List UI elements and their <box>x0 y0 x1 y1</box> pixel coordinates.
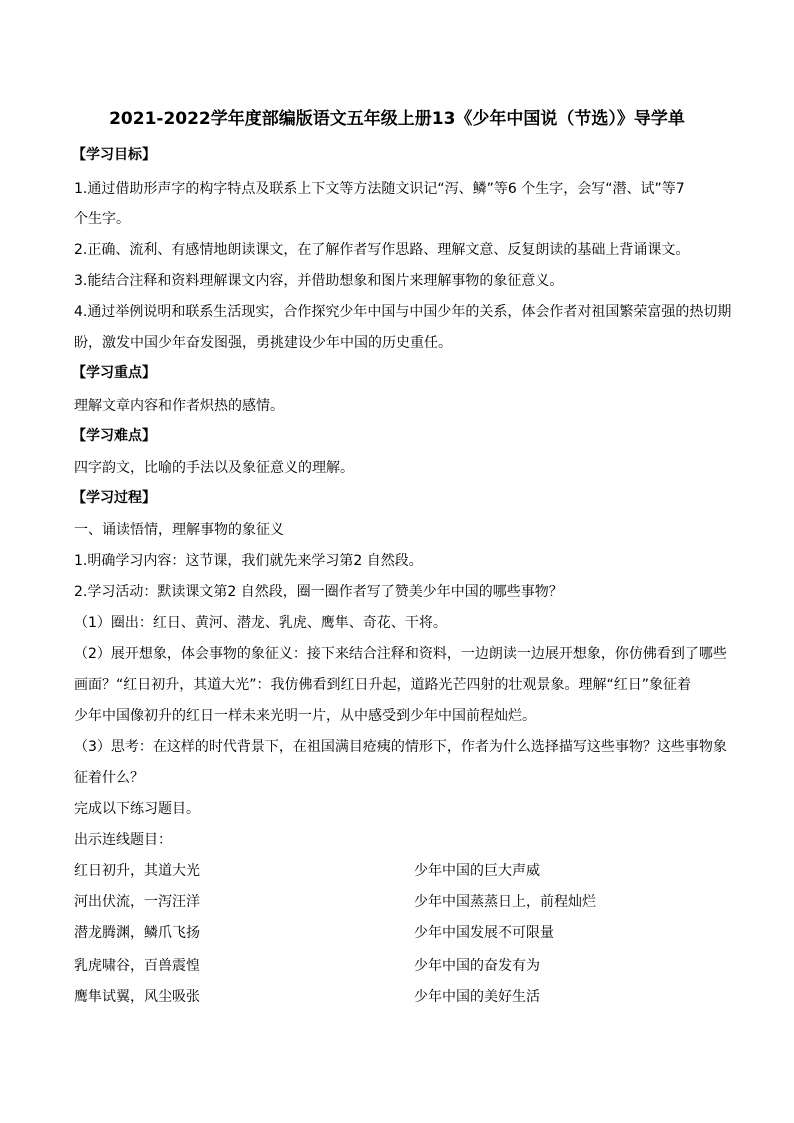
matching-left-item: 红日初升，其道大光 <box>74 863 200 879</box>
process-item-2: 2.学习活动：默读课文第2 自然段，圈一圈作者写了赞美少年中国的哪些事物？ <box>74 584 563 600</box>
key-points-heading: 【学习重点】 <box>72 365 156 381</box>
process-item-4-line-1: （2）展开想象，体会事物的象征义：接下来结合注释和资料，一边朗读一边展开想象，你仿佛看到了哪些 <box>74 646 727 662</box>
goal-2: 2.正确、流利、有感情地朗读课文，在了解作者写作思路、理解文意、反复朗读的基础上背诵课文。 <box>74 242 690 258</box>
key-points-text: 理解文章内容和作者炽热的感情。 <box>74 398 284 414</box>
matching-title: 出示连线题目： <box>74 832 172 848</box>
goal-4-line-2: 盼，激发中国少年奋发图强，勇挑建设少年中国的历史重任。 <box>74 335 452 351</box>
matching-left-item: 潜龙腾渊，鳞爪飞扬 <box>74 925 200 941</box>
matching-right-item: 少年中国的巨大声威 <box>414 863 540 879</box>
matching-left-item: 鹰隼试翼，风尘吸张 <box>74 989 200 1005</box>
matching-right-item: 少年中国蒸蒸日上，前程灿烂 <box>414 894 596 910</box>
process-item-4-line-2: 画面？“红日初升，其道大光”：我仿佛看到红日升起，道路光芒四射的壮观景象。理解“红日”象征着 <box>74 677 692 693</box>
document-title: 2021-2022学年度部编版语文五年级上册13《少年中国说（节选）》导学单 <box>109 109 685 129</box>
goal-1-line-1: 1.通过借助形声字的构字特点及联系上下文等方法随文识记“泻、鳞”等6 个生字，会写“潜、试”等7 <box>74 181 685 197</box>
process-item-5-line-1: （3）思考：在这样的时代背景下，在祖国满目疮痍的情形下，作者为什么选择描写这些事物？这些事物象 <box>74 739 727 755</box>
process-heading: 【学习过程】 <box>72 490 156 506</box>
matching-right-item: 少年中国的美好生活 <box>414 989 540 1005</box>
process-item-4-line-3: 少年中国像初升的红日一样未来光明一片，从中感受到少年中国前程灿烂。 <box>74 708 536 724</box>
matching-right-item: 少年中国发展不可限量 <box>414 925 554 941</box>
exercise-instruction: 完成以下练习题目。 <box>74 801 200 817</box>
goal-1-line-2: 个生字。 <box>74 211 130 227</box>
matching-left-item: 河出伏流，一泻汪洋 <box>74 894 200 910</box>
part-1-title: 一、诵读悟情，理解事物的象征义 <box>74 522 284 538</box>
process-item-5-line-2: 征着什么？ <box>74 770 144 786</box>
goal-3: 3.能结合注释和资料理解课文内容，并借助想象和图片来理解事物的象征意义。 <box>74 273 564 289</box>
goal-4-line-1: 4.通过举例说明和联系生活现实，合作探究少年中国与中国少年的关系，体会作者对祖国繁荣富强的热切期 <box>74 304 732 320</box>
process-item-3: （1）圈出：红日、黄河、潜龙、乳虎、鹰隼、奇花、干将。 <box>74 615 447 631</box>
matching-left-item: 乳虎啸谷，百兽震惶 <box>74 958 200 974</box>
process-item-1: 1.明确学习内容：这节课，我们就先来学习第2 自然段。 <box>74 553 423 569</box>
matching-right-item: 少年中国的奋发有为 <box>414 958 540 974</box>
difficulties-text: 四字韵文，比喻的手法以及象征意义的理解。 <box>74 460 354 476</box>
difficulties-heading: 【学习难点】 <box>72 428 156 444</box>
goals-heading: 【学习目标】 <box>72 147 156 163</box>
